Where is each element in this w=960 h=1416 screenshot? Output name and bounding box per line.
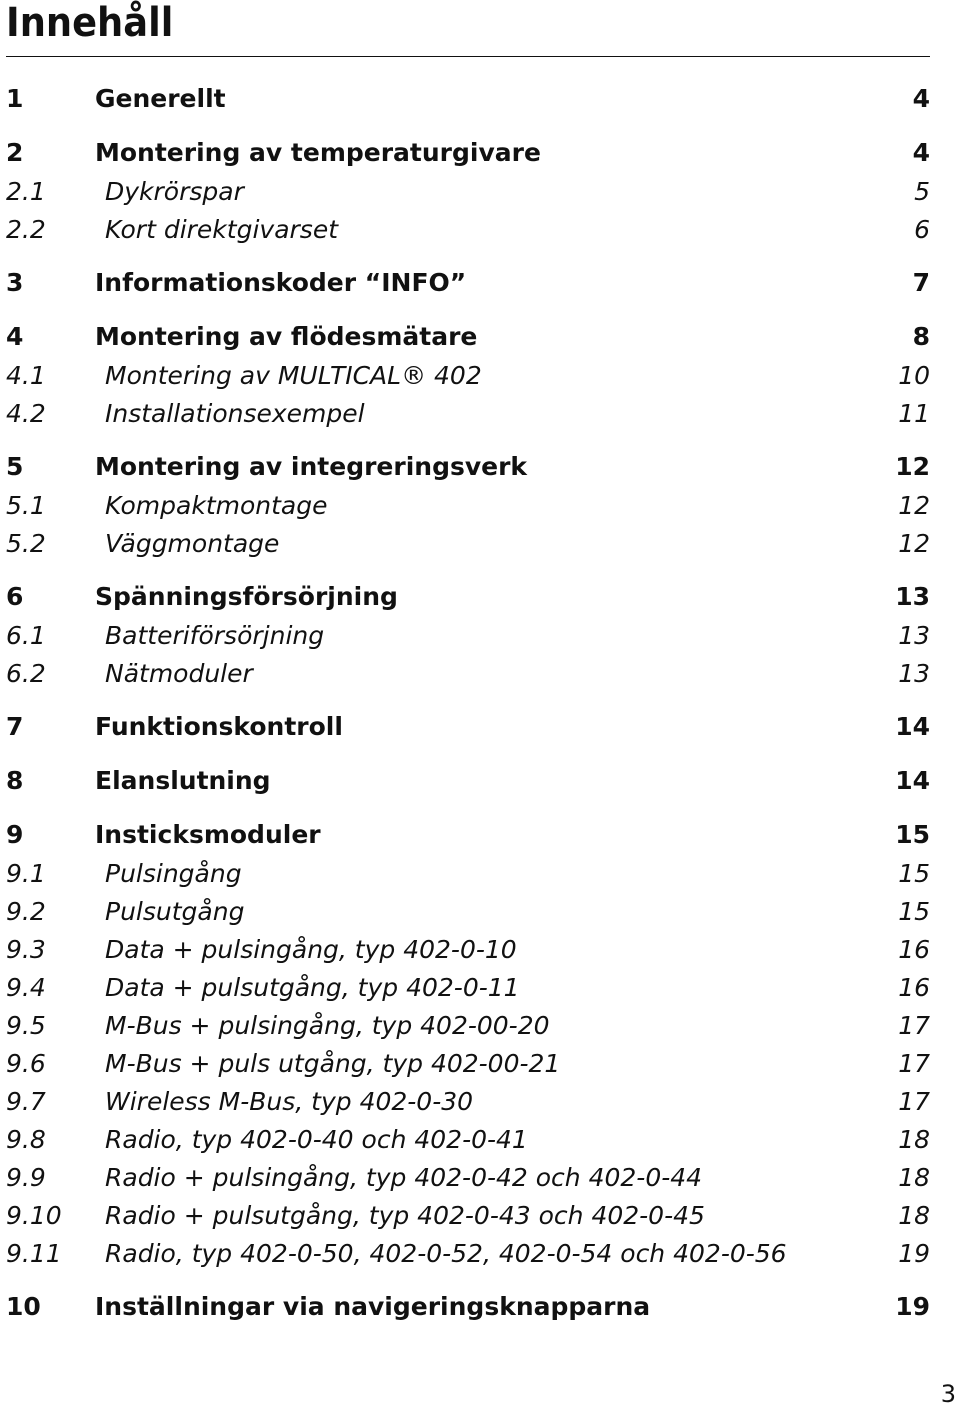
toc-entry-label: Dykrörspar — [105, 177, 244, 206]
toc-entry-number: 7 — [6, 712, 24, 741]
toc-entry-number: 3 — [6, 268, 24, 297]
toc-section-row[interactable] — [6, 1197, 930, 1235]
toc-section-row[interactable] — [6, 969, 930, 1007]
toc-entry-page: 15 — [898, 859, 930, 888]
toc-entry-label: Nätmoduler — [105, 659, 253, 688]
toc-section-row[interactable] — [6, 487, 930, 525]
toc-entry-label: Radio + pulsingång, typ 402-0-42 och 402-0-44 — [105, 1163, 703, 1192]
toc-entry-number: 9.4 — [6, 973, 46, 1002]
toc-entry-label: Pulsingång — [105, 859, 242, 888]
toc-chapter-row[interactable] — [6, 318, 930, 357]
toc-chapter-row[interactable] — [6, 1288, 930, 1327]
toc-section-row[interactable] — [6, 525, 930, 563]
toc-entry-number: 6.2 — [6, 659, 46, 688]
toc-entry-page: 7 — [912, 268, 930, 297]
toc-entry-label: Pulsutgång — [105, 897, 245, 926]
toc-entry-number: 9.9 — [6, 1163, 46, 1192]
toc-entry-page: 17 — [898, 1087, 930, 1116]
toc-entry-label: Radio, typ 402-0-50, 402-0-52, 402-0-54 och 402-0-56 — [105, 1239, 787, 1268]
toc-entry-label: Batteriförsörjning — [105, 621, 325, 650]
toc-entry-number: 2 — [6, 138, 24, 167]
toc-entry-page: 19 — [895, 1292, 930, 1321]
toc-entry-number: 4.2 — [6, 399, 46, 428]
toc-entry-label: Montering av MULTICAL® 402 — [105, 361, 482, 390]
toc-chapter-row[interactable] — [6, 708, 930, 747]
toc-entry-label: M-Bus + puls utgång, typ 402-00-21 — [105, 1049, 561, 1078]
toc-entry-page: 4 — [912, 138, 930, 167]
toc-entry-page: 8 — [912, 322, 930, 351]
toc-entry-label: Radio + pulsutgång, typ 402-0-43 och 402-0-45 — [105, 1201, 705, 1230]
toc-entry-number: 4 — [6, 322, 24, 351]
toc-entry-label: Inställningar via navigeringsknapparna — [95, 1292, 651, 1321]
toc-chapter-row[interactable] — [6, 816, 930, 855]
toc-entry-page: 12 — [898, 529, 930, 558]
toc-entry-label: Informationskoder “INFO” — [95, 268, 467, 297]
toc-chapter-row[interactable] — [6, 264, 930, 303]
toc-entry-number: 4.1 — [6, 361, 46, 390]
toc-chapter-row[interactable] — [6, 134, 930, 173]
toc-entry-page: 15 — [898, 897, 930, 926]
toc-entry-number: 10 — [6, 1292, 41, 1321]
toc-entry-label: Funktionskontroll — [95, 712, 343, 741]
toc-chapter-row[interactable] — [6, 80, 930, 119]
toc-entry-label: Insticksmoduler — [95, 820, 321, 849]
toc-entry-page: 17 — [898, 1011, 930, 1040]
toc-entry-page: 5 — [914, 177, 930, 206]
toc-entry-number: 5.1 — [6, 491, 46, 520]
toc-entry-page: 19 — [898, 1239, 930, 1268]
toc-chapter-row[interactable] — [6, 762, 930, 801]
toc-section-row[interactable] — [6, 1121, 930, 1159]
toc-entry-page: 12 — [895, 452, 930, 481]
toc-entry-number: 5 — [6, 452, 24, 481]
toc-section-row[interactable] — [6, 931, 930, 969]
toc-entry-page: 10 — [898, 361, 930, 390]
toc-entry-page: 6 — [914, 215, 930, 244]
toc-entry-number: 6 — [6, 582, 24, 611]
toc-entry-number: 6.1 — [6, 621, 46, 650]
toc-entry-number: 9.2 — [6, 897, 46, 926]
toc-entry-page: 4 — [912, 84, 930, 113]
toc-section-row[interactable] — [6, 655, 930, 693]
toc-section-row[interactable] — [6, 357, 930, 395]
toc-entry-label: Wireless M-Bus, typ 402-0-30 — [105, 1087, 474, 1116]
toc-entry-label: Radio, typ 402-0-40 och 402-0-41 — [105, 1125, 528, 1154]
toc-entry-label: Montering av integreringsverk — [95, 452, 528, 481]
toc-entry-page: 16 — [898, 935, 930, 964]
toc-section-row[interactable] — [6, 893, 930, 931]
toc-section-row[interactable] — [6, 211, 930, 249]
toc-entry-page: 18 — [898, 1163, 930, 1192]
toc-entry-number: 9.7 — [6, 1087, 46, 1116]
toc-entry-label: Elanslutning — [95, 766, 271, 795]
toc-entry-number: 9.8 — [6, 1125, 46, 1154]
toc-section-row[interactable] — [6, 1007, 930, 1045]
page-title: Innehåll — [6, 0, 174, 46]
toc-entry-page: 17 — [898, 1049, 930, 1078]
toc-chapter-row[interactable] — [6, 578, 930, 617]
toc-entry-number: 9.3 — [6, 935, 46, 964]
toc-entry-page: 12 — [898, 491, 930, 520]
toc-entry-number: 2.2 — [6, 215, 46, 244]
toc-entry-number: 9.11 — [6, 1239, 62, 1268]
toc-entry-number: 9.10 — [6, 1201, 62, 1230]
toc-section-row[interactable] — [6, 395, 930, 433]
toc-entry-number: 9 — [6, 820, 24, 849]
toc-section-row[interactable] — [6, 855, 930, 893]
toc-entry-page: 14 — [895, 712, 930, 741]
toc-section-row[interactable] — [6, 1083, 930, 1121]
toc-entry-number: 1 — [6, 84, 24, 113]
toc-entry-label: Montering av flödesmätare — [95, 322, 478, 351]
toc-entry-number: 2.1 — [6, 177, 46, 206]
toc-entry-number: 8 — [6, 766, 24, 795]
toc-section-row[interactable] — [6, 1159, 930, 1197]
title-divider — [6, 56, 930, 57]
toc-section-row[interactable] — [6, 1045, 930, 1083]
toc-chapter-row[interactable] — [6, 448, 930, 487]
toc-entry-page: 13 — [895, 582, 930, 611]
toc-entry-number: 5.2 — [6, 529, 46, 558]
toc-entry-label: Väggmontage — [105, 529, 280, 558]
toc-entry-page: 14 — [895, 766, 930, 795]
toc-entry-number: 9.6 — [6, 1049, 46, 1078]
toc-section-row[interactable] — [6, 617, 930, 655]
toc-entry-page: 13 — [898, 659, 930, 688]
toc-section-row[interactable] — [6, 1235, 930, 1273]
toc-entry-label: Generellt — [95, 84, 226, 113]
toc-entry-label: Kort direktgivarset — [105, 215, 338, 244]
table-of-contents — [6, 80, 930, 1327]
toc-entry-page: 16 — [898, 973, 930, 1002]
page-number: 3 — [940, 1380, 956, 1408]
toc-entry-label: M-Bus + pulsingång, typ 402-00-20 — [105, 1011, 550, 1040]
toc-entry-page: 18 — [898, 1125, 930, 1154]
toc-entry-label: Installationsexempel — [105, 399, 365, 428]
toc-section-row[interactable] — [6, 173, 930, 211]
toc-entry-label: Montering av temperaturgivare — [95, 138, 541, 167]
toc-entry-page: 15 — [895, 820, 930, 849]
toc-entry-page: 18 — [898, 1201, 930, 1230]
toc-entry-page: 13 — [898, 621, 930, 650]
toc-entry-label: Data + pulsingång, typ 402-0-10 — [105, 935, 517, 964]
toc-entry-page: 11 — [898, 399, 930, 428]
toc-entry-label: Kompaktmontage — [105, 491, 328, 520]
toc-entry-number: 9.1 — [6, 859, 46, 888]
toc-entry-number: 9.5 — [6, 1011, 46, 1040]
toc-entry-label: Spänningsförsörjning — [95, 582, 398, 611]
toc-entry-label: Data + pulsutgång, typ 402-0-11 — [105, 973, 520, 1002]
